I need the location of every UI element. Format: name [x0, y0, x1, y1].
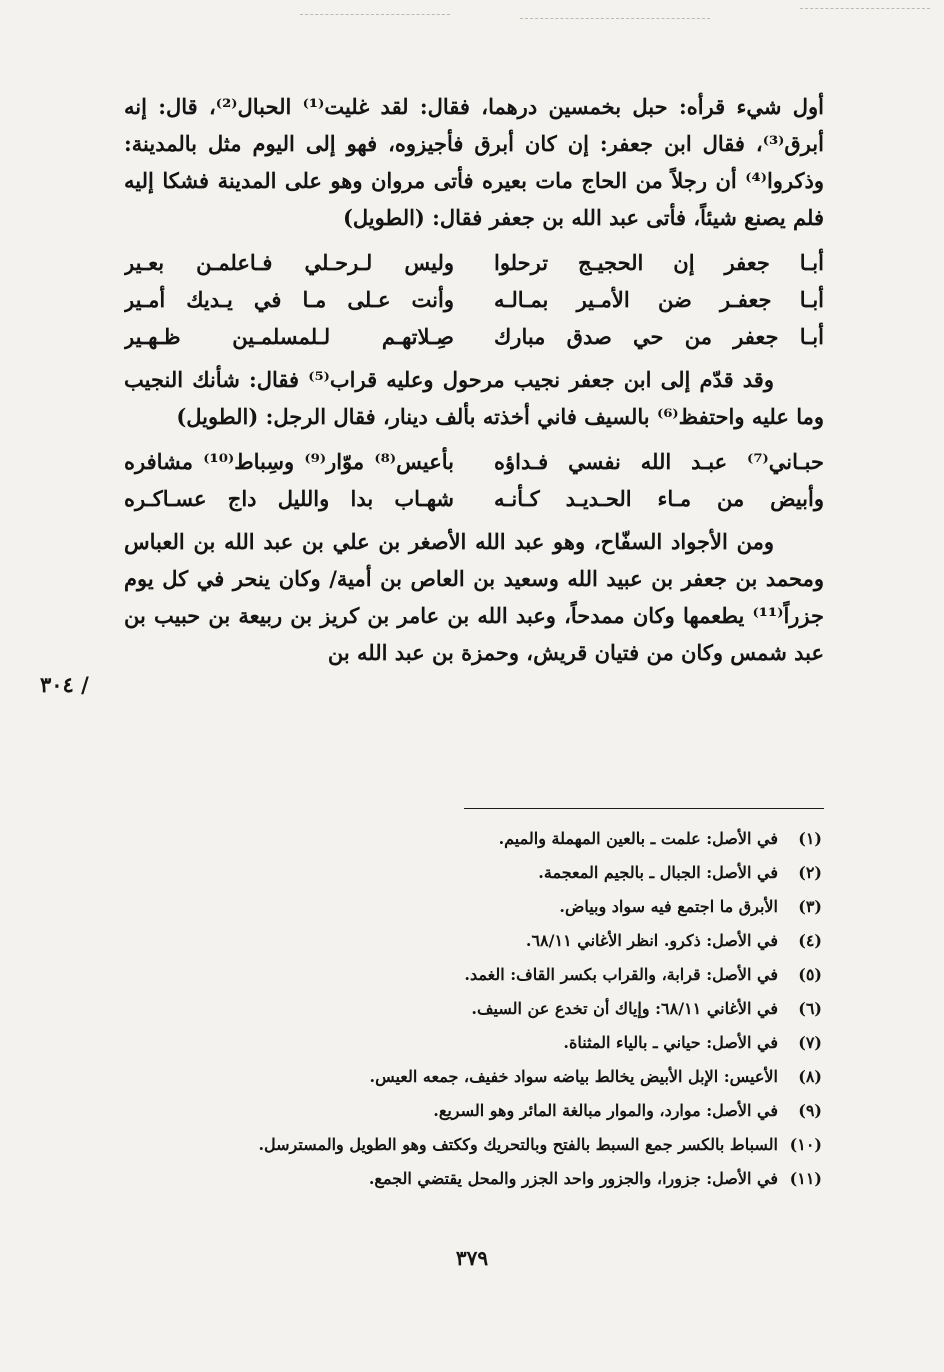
- footnote-number: (٦): [798, 999, 822, 1018]
- verse-line: [124, 480, 824, 517]
- verse-first-hemistich: وأبيض من مـاء الحـديـد كـأنـه: [494, 486, 824, 511]
- footnote-number: (٣): [798, 897, 822, 916]
- footnote-number: (٢): [798, 863, 822, 882]
- footnote: [102, 856, 822, 890]
- footnote: [102, 1162, 822, 1196]
- poem-1: [124, 244, 824, 355]
- verse-line: [124, 318, 824, 355]
- footnote-text: في الأصل: قرابة، والقراب بكسر القاف: الغمد.: [464, 965, 778, 984]
- footnote-number: (١): [798, 829, 822, 848]
- margin-page-reference: / ٣٠٤: [40, 672, 89, 697]
- footnotes: [102, 822, 822, 1196]
- verse-line: [124, 281, 824, 318]
- verse-second-hemistich: صِـلاتهـم لـلمسلمـين ظـهـير: [124, 324, 454, 349]
- verse-line: [124, 443, 824, 480]
- footnote: [102, 1026, 822, 1060]
- footnote-number: (٥): [798, 965, 822, 984]
- footnote: [102, 1060, 822, 1094]
- footnote: [102, 822, 822, 856]
- footnote-number: (١١): [789, 1169, 822, 1188]
- footnote-number: (٩): [798, 1101, 822, 1120]
- footnote: [102, 958, 822, 992]
- footnote: [102, 1128, 822, 1162]
- verse-second-hemistich: شهـاب بدا والليل داج عسـاكـره: [124, 486, 454, 511]
- footnote-text: في الأصل: جزورا، والجزور واحد الجزر والمحل يقتضي الجمع.: [368, 1169, 778, 1188]
- footnote-text: في الأغاني ٦٨/١١: وإياك أن تخدع عن السيف.: [471, 999, 778, 1018]
- verse-first-hemistich: حبـاني⁽⁷⁾ عبـد الله نفسي فـداؤه: [494, 449, 824, 474]
- verse-first-hemistich: أبـا جعفر من حي صدق مبارك: [494, 324, 824, 349]
- paragraph-3: ومن الأجواد السفّاح، وهو عبد الله الأصغر بن علي بن عبد الله بن العباس ومحمد بن جعفر بن عبيد الله وسعيد بن العاص بن أمية/ وكان ينحر في كل يوم جزراً⁽¹¹⁾ يطعمها وكان ممدحاً، وعبد الله بن عامر بن كريز بن ربيعة بن حبيب بن عبد شمس وكان من فتيان قريش، وحمزة بن عبد الله بن: [124, 529, 824, 665]
- footnote-text: الأبرق ما اجتمع فيه سواد وبياض.: [559, 897, 778, 916]
- verse-line: [124, 244, 824, 281]
- footnote: [102, 992, 822, 1026]
- verse-second-hemistich: وليس لـرحـلي فـاعلمـن بعـير: [124, 250, 454, 275]
- footnote-text: في الأصل: علمت ـ بالعين المهملة والميم.: [498, 829, 778, 848]
- main-text: [124, 88, 824, 671]
- paragraph-1: أول شيء قرأه: حبل بخمسين درهما، فقال: لقد غليت⁽¹⁾ الحبال⁽²⁾، قال: إنه أبرق⁽³⁾، فقال ابن جعفر: إن كان أبرق فأجيزوه، فهو إلى اليوم مثل بالمدينة: وذكروا⁽⁴⁾ أن رجلاً من الحاج مات بعيره فأتى مروان وهو على المدينة فشكا إليه فلم يصنع شيئاً، فأتى عبد الله بن جعفر فقال: (الطويل): [124, 94, 824, 230]
- footnote-separator: [464, 808, 824, 809]
- scan-artifact: [800, 8, 930, 9]
- verse-second-hemistich: وأنت عـلى مـا في يـديك أمـير: [124, 287, 454, 312]
- scan-artifact: [300, 14, 450, 15]
- footnote-text: في الأصل: الجبال ـ بالجيم المعجمة.: [538, 863, 778, 882]
- footnote: [102, 890, 822, 924]
- footnote-text: الأعيس: الإبل الأبيض يخالط بياضه سواد خفيف، جمعه العيس.: [369, 1067, 778, 1086]
- scan-artifact: [520, 18, 710, 19]
- verse-first-hemistich: أبـا جعفـر ضن الأمـير بمـالـه: [494, 287, 824, 312]
- footnote-text: في الأصل: حياني ـ بالياء المثناة.: [563, 1033, 778, 1052]
- verse-second-hemistich: بأعيس⁽⁸⁾ موّار⁽⁹⁾ وسِباط⁽¹⁰⁾ مشافره: [124, 449, 454, 474]
- footnote-number: (٨): [798, 1067, 822, 1086]
- footnote: [102, 924, 822, 958]
- paragraph-2: وقد قدّم إلى ابن جعفر نجيب مرحول وعليه قراب⁽⁵⁾ فقال: شأنك النجيب وما عليه واحتفظ⁽⁶⁾ بالسيف فاني أخذته بألف دينار، فقال الرجل: (الطويل): [124, 367, 824, 429]
- poem-2: [124, 443, 824, 517]
- page-number: ٣٧٩: [455, 1246, 489, 1270]
- footnote-number: (٤): [798, 931, 822, 950]
- footnote-number: (٧): [798, 1033, 822, 1052]
- footnote-text: في الأصل: ذكرو. انظر الأغاني ٦٨/١١.: [525, 931, 778, 950]
- footnote-text: في الأصل: موارد، والموار مبالغة المائر وهو السريع.: [433, 1101, 778, 1120]
- footnote-text: السباط بالكسر جمع السبط بالفتح وبالتحريك وككتف وهو الطويل والمسترسل.: [258, 1135, 778, 1154]
- footnote-number: (١٠): [789, 1135, 822, 1154]
- verse-first-hemistich: أبـا جعفر إن الحجيـج ترحلوا: [494, 250, 824, 275]
- footnote: [102, 1094, 822, 1128]
